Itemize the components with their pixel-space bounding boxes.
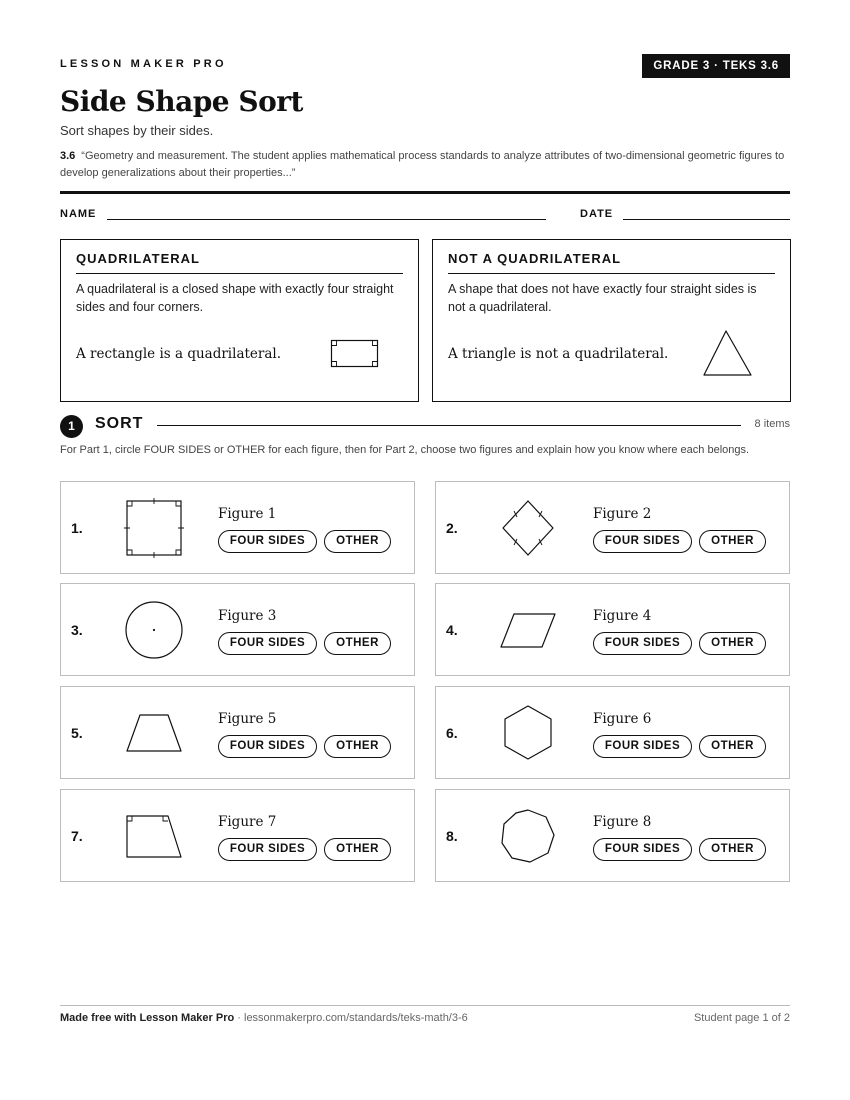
definition-not-quadrilateral bbox=[432, 239, 791, 402]
figure-number: 5. bbox=[71, 725, 83, 741]
standard-text bbox=[60, 148, 790, 182]
definition-text: A shape that does not have exactly four straight sides is not a quadrilateral. bbox=[448, 282, 757, 314]
figure-number: 3. bbox=[71, 622, 83, 638]
footer-credit bbox=[60, 1012, 468, 1024]
header-divider bbox=[60, 191, 790, 194]
worksheet-page bbox=[60, 0, 790, 1100]
footer-made-with: Made free with Lesson Maker Pro bbox=[60, 1012, 235, 1024]
four-sides-option[interactable]: FOUR SIDES bbox=[593, 735, 692, 758]
footer-divider bbox=[60, 1005, 790, 1006]
definition-quadrilateral bbox=[60, 239, 419, 402]
figure-label: Figure 2 bbox=[593, 506, 652, 522]
rhombus-icon bbox=[496, 498, 560, 558]
figure-label: Figure 4 bbox=[593, 608, 652, 624]
other-option[interactable]: OTHER bbox=[324, 632, 391, 655]
four-sides-option[interactable]: FOUR SIDES bbox=[218, 838, 317, 861]
other-option[interactable]: OTHER bbox=[699, 632, 766, 655]
figure-card-5 bbox=[60, 686, 415, 779]
four-sides-option[interactable]: FOUR SIDES bbox=[218, 530, 317, 553]
section-count: 8 items bbox=[754, 418, 790, 430]
rectangle-icon bbox=[330, 339, 380, 369]
name-field[interactable] bbox=[107, 219, 546, 220]
figure-number: 8. bbox=[446, 828, 458, 844]
figure-card-8 bbox=[435, 789, 790, 882]
figure-number: 6. bbox=[446, 725, 458, 741]
figure-number: 7. bbox=[71, 828, 83, 844]
grade-badge: GRADE 3 · TEKS 3.6 bbox=[642, 54, 790, 78]
section-title: SORT bbox=[95, 415, 144, 432]
octagon-icon bbox=[496, 806, 560, 866]
four-sides-option[interactable]: FOUR SIDES bbox=[593, 530, 692, 553]
figure-number: 4. bbox=[446, 622, 458, 638]
figure-card-3 bbox=[60, 583, 415, 676]
figure-label: Figure 6 bbox=[593, 711, 652, 727]
brand-name: LESSON MAKER PRO bbox=[60, 58, 227, 70]
figure-card-1 bbox=[60, 481, 415, 574]
four-sides-option[interactable]: FOUR SIDES bbox=[218, 735, 317, 758]
name-label: NAME bbox=[60, 208, 97, 220]
instructions: For Part 1, circle FOUR SIDES or OTHER for each figure, then for Part 2, choose two figures and explain how you know where each belongs. bbox=[60, 444, 750, 456]
figure-label: Figure 1 bbox=[218, 506, 277, 522]
definition-title: NOT A QUADRILATERAL bbox=[448, 251, 622, 266]
other-option[interactable]: OTHER bbox=[324, 530, 391, 553]
circle-icon bbox=[121, 600, 185, 660]
parallelogram-icon bbox=[496, 600, 560, 660]
four-sides-option[interactable]: FOUR SIDES bbox=[593, 632, 692, 655]
section-divider bbox=[157, 425, 741, 426]
page-subtitle: Sort shapes by their sides. bbox=[60, 123, 214, 138]
figure-label: Figure 5 bbox=[218, 711, 277, 727]
other-option[interactable]: OTHER bbox=[699, 530, 766, 553]
standard-code: 3.6 bbox=[60, 150, 76, 162]
hexagon-icon bbox=[496, 703, 560, 763]
figure-card-4 bbox=[435, 583, 790, 676]
definition-text: A quadrilateral is a closed shape with exactly four straight sides and four corners. bbox=[76, 282, 394, 314]
figure-label: Figure 7 bbox=[218, 814, 277, 830]
figure-card-6 bbox=[435, 686, 790, 779]
definition-divider bbox=[448, 273, 775, 274]
square-icon bbox=[121, 498, 185, 558]
standard-quote: “Geometry and measurement. The student applies mathematical process standards to analyze attributes of two-dimensional geometric figures to develop generalizations about their properties...” bbox=[60, 150, 785, 179]
other-option[interactable]: OTHER bbox=[699, 735, 766, 758]
page-title: Side Shape Sort bbox=[60, 85, 303, 118]
other-option[interactable]: OTHER bbox=[324, 838, 391, 861]
date-field[interactable] bbox=[623, 219, 790, 220]
four-sides-option[interactable]: FOUR SIDES bbox=[218, 632, 317, 655]
figure-number: 2. bbox=[446, 520, 458, 536]
figure-card-2 bbox=[435, 481, 790, 574]
footer-url[interactable]: · lessonmakerpro.com/standards/teks-math/3-6 bbox=[237, 1012, 468, 1024]
figure-card-7 bbox=[60, 789, 415, 882]
definition-divider bbox=[76, 273, 403, 274]
figure-label: Figure 8 bbox=[593, 814, 652, 830]
figure-number: 1. bbox=[71, 520, 83, 536]
date-label: DATE bbox=[580, 208, 614, 220]
definition-example: A rectangle is a quadrilateral. bbox=[76, 346, 282, 362]
trapezoid-icon bbox=[121, 703, 185, 763]
footer-page-number: Student page 1 of 2 bbox=[693, 1012, 790, 1024]
right-trapezoid-icon bbox=[121, 806, 185, 866]
other-option[interactable]: OTHER bbox=[324, 735, 391, 758]
four-sides-option[interactable]: FOUR SIDES bbox=[593, 838, 692, 861]
figure-label: Figure 3 bbox=[218, 608, 277, 624]
other-option[interactable]: OTHER bbox=[699, 838, 766, 861]
definition-example: A triangle is not a quadrilateral. bbox=[448, 346, 669, 362]
section-number: 1 bbox=[60, 415, 83, 438]
triangle-icon bbox=[701, 329, 753, 379]
definition-title: QUADRILATERAL bbox=[76, 251, 200, 266]
